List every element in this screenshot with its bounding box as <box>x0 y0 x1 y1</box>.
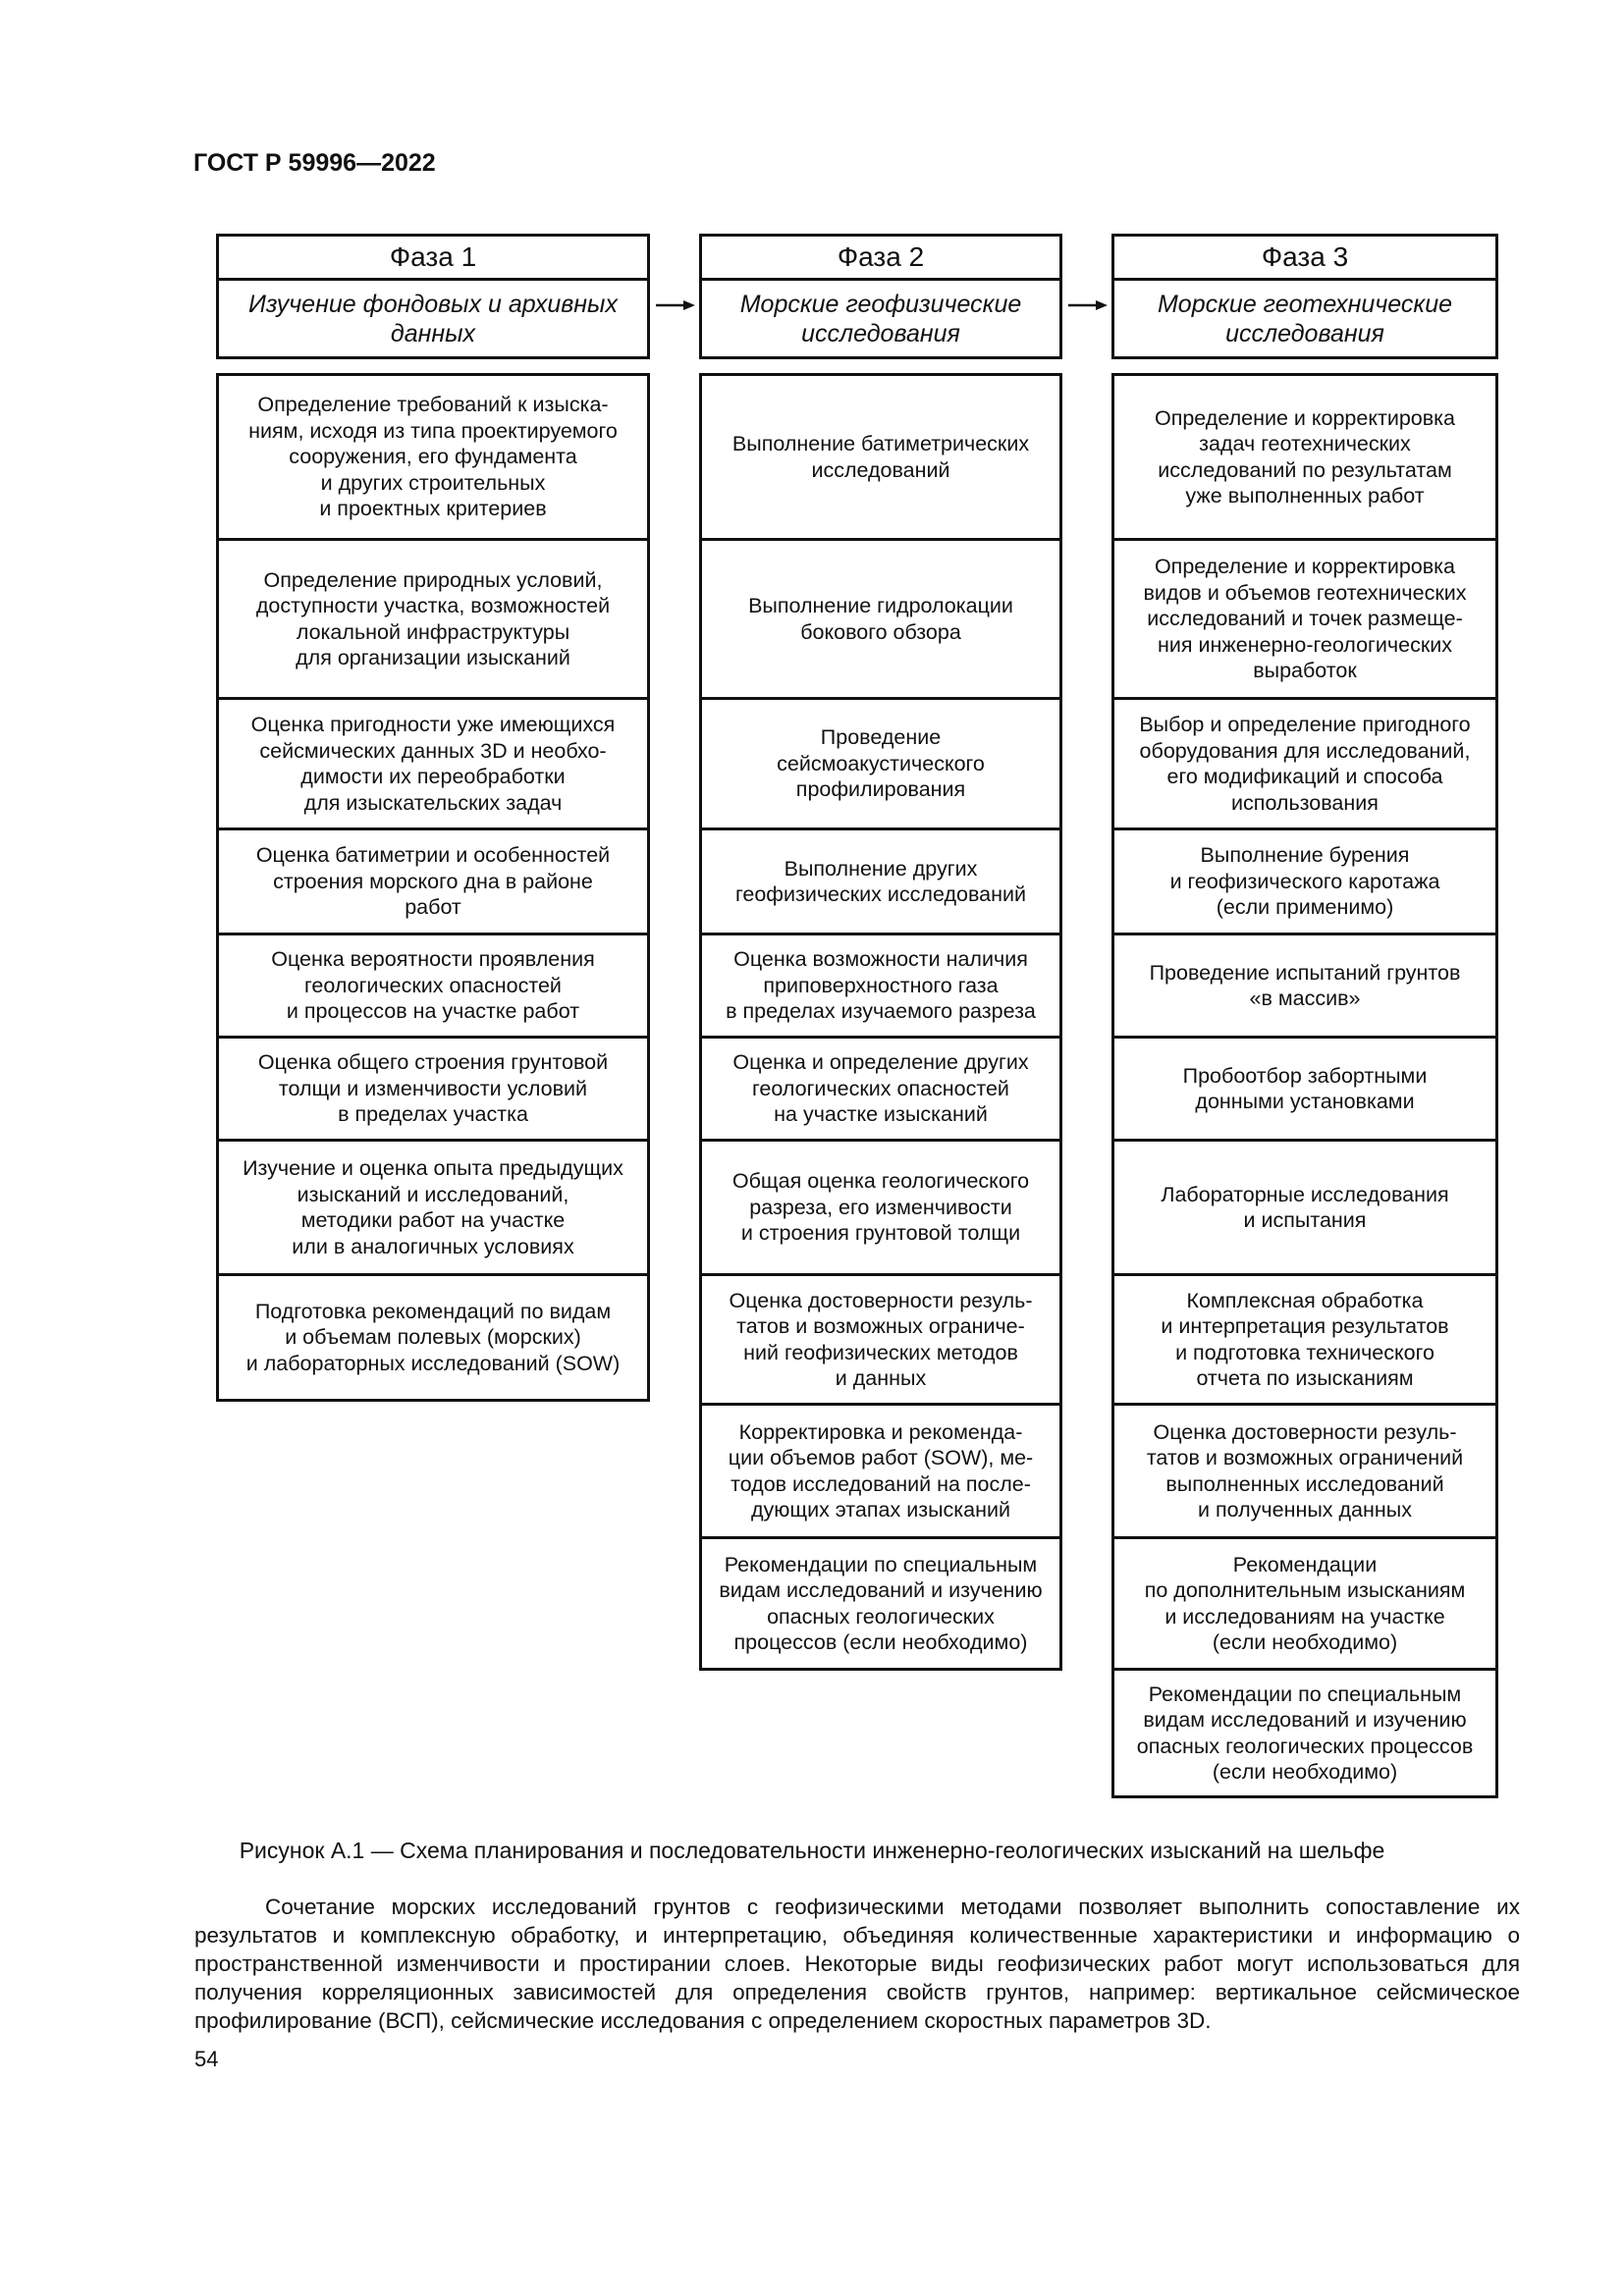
list-item: Выполнение других геофизических исследований <box>702 828 1059 933</box>
phase-3-header <box>1111 234 1498 359</box>
arrow-right-icon <box>1068 298 1108 312</box>
phase-3-subtitle: Морские геотехнические исследования <box>1157 290 1452 347</box>
phase-3-task-list <box>1111 373 1498 1798</box>
list-item: Определение и корректировка задач геотехнических исследований по результатам уже выполненных работ <box>1154 405 1456 507</box>
phase-1-subtitle: Изучение фондовых и архивных данных <box>248 290 618 347</box>
list-item: Комплексная обработка и интерпретация результатов и подготовка технического отчета по изысканиям <box>1114 1273 1495 1403</box>
phase-2-title: Фаза 2 <box>702 237 1059 281</box>
list-item: Оценка достоверности резуль- татов и возможных ограниче- ний геофизических методов и данных <box>702 1273 1059 1403</box>
list-item: Оценка общего строения грунтовой толщи и изменчивости условий в пределах участка <box>219 1036 647 1139</box>
list-item: Рекомендации по дополнительным изысканиям и исследованиям на участке (если необходимо) <box>1114 1536 1495 1668</box>
list-item: Определение и корректировка видов и объемов геотехнических исследований и точек размеще- ния инженерно-геологических выработок <box>1114 538 1495 697</box>
list-item: Лабораторные исследования и испытания <box>1114 1139 1495 1273</box>
phase-1-title: Фаза 1 <box>219 237 647 281</box>
list-item: Определение природных условий, доступности участка, возможностей локальной инфраструктуры для организации изысканий <box>219 538 647 697</box>
list-item: Проведение испытаний грунтов «в массив» <box>1114 933 1495 1036</box>
list-item: Рекомендации по специальным видам исследований и изучению опасных геологических процессов (если необходимо) <box>702 1536 1059 1668</box>
list-item: Выполнение батиметрических исследований <box>731 432 1030 482</box>
list-item: Рекомендации по специальным видам исследований и изучению опасных геологических процессов (если необходимо) <box>1114 1668 1495 1795</box>
page-number: 54 <box>194 2047 219 2071</box>
list-item: Проведение сейсмоакустического профилирования <box>702 697 1059 828</box>
phase-1-header <box>216 234 650 359</box>
list-item: Оценка пригодности уже имеющихся сейсмических данных 3D и необхо- димости их переобработки для изыскательских задач <box>219 697 647 828</box>
list-item: Общая оценка геологического разреза, его изменчивости и строения грунтовой толщи <box>702 1139 1059 1273</box>
list-item: Выполнение бурения и геофизического каротажа (если применимо) <box>1114 828 1495 933</box>
list-item: Пробоотбор забортными донными установками <box>1114 1036 1495 1139</box>
phase-3-title: Фаза 3 <box>1114 237 1495 281</box>
list-item: Оценка возможности наличия приповерхностного газа в пределах изучаемого разреза <box>702 933 1059 1036</box>
list-item: Изучение и оценка опыта предыдущих изысканий и исследований, методики работ на участке или в аналогичных условиях <box>219 1139 647 1273</box>
list-item: Оценка батиметрии и особенностей строения морского дна в районе работ <box>219 828 647 933</box>
phase-1-task-list <box>216 373 650 1402</box>
list-item: Корректировка и рекоменда- ции объемов работ (SOW), ме- тодов исследований на после- дующих этапах изысканий <box>702 1403 1059 1536</box>
list-item: Выбор и определение пригодного оборудования для исследований, его модификаций и способа использования <box>1114 697 1495 828</box>
phase-2-subtitle: Морские геофизические исследования <box>739 290 1022 347</box>
body-paragraph: Сочетание морских исследований грунтов с геофизическими методами позволяет выполнить сопоставление их результатов и комплексную обработку, и интерпретацию, объединяя количественные характеристики и информацию о пространственной изменчивости и простирании слоев. Некоторые виды геофизических работ могут использоваться для получения корреляционных зависимостей для определения свойств грунтов, например: вертикальное сейсмическое профилирование (ВСП), сейсмические исследования с определением скоростных параметров 3D. <box>194 1895 1520 2033</box>
list-item: Определение требований к изыска- ниям, исходя из типа проектируемого сооружения, его фундамента и других строительных и проектных критериев <box>248 393 618 521</box>
arrow-right-icon <box>656 298 695 312</box>
list-item: Выполнение гидролокации бокового обзора <box>702 538 1059 697</box>
list-item: Оценка вероятности проявления геологических опасностей и процессов на участке работ <box>219 933 647 1036</box>
list-item: Оценка и определение других геологических опасностей на участке изысканий <box>702 1036 1059 1139</box>
figure-caption: Рисунок А.1 — Схема планирования и последовательности инженерно-геологических изысканий на шельфе <box>239 1838 1385 1863</box>
phase-2-task-list <box>699 373 1062 1671</box>
list-item: Подготовка рекомендаций по видам и объемам полевых (морских) и лабораторных исследований (SOW) <box>219 1273 647 1399</box>
list-item: Оценка достоверности резуль- татов и возможных ограничений выполненных исследований и полученных данных <box>1114 1403 1495 1536</box>
phase-2-header <box>699 234 1062 359</box>
document-header: ГОСТ Р 59996—2022 <box>193 149 436 177</box>
